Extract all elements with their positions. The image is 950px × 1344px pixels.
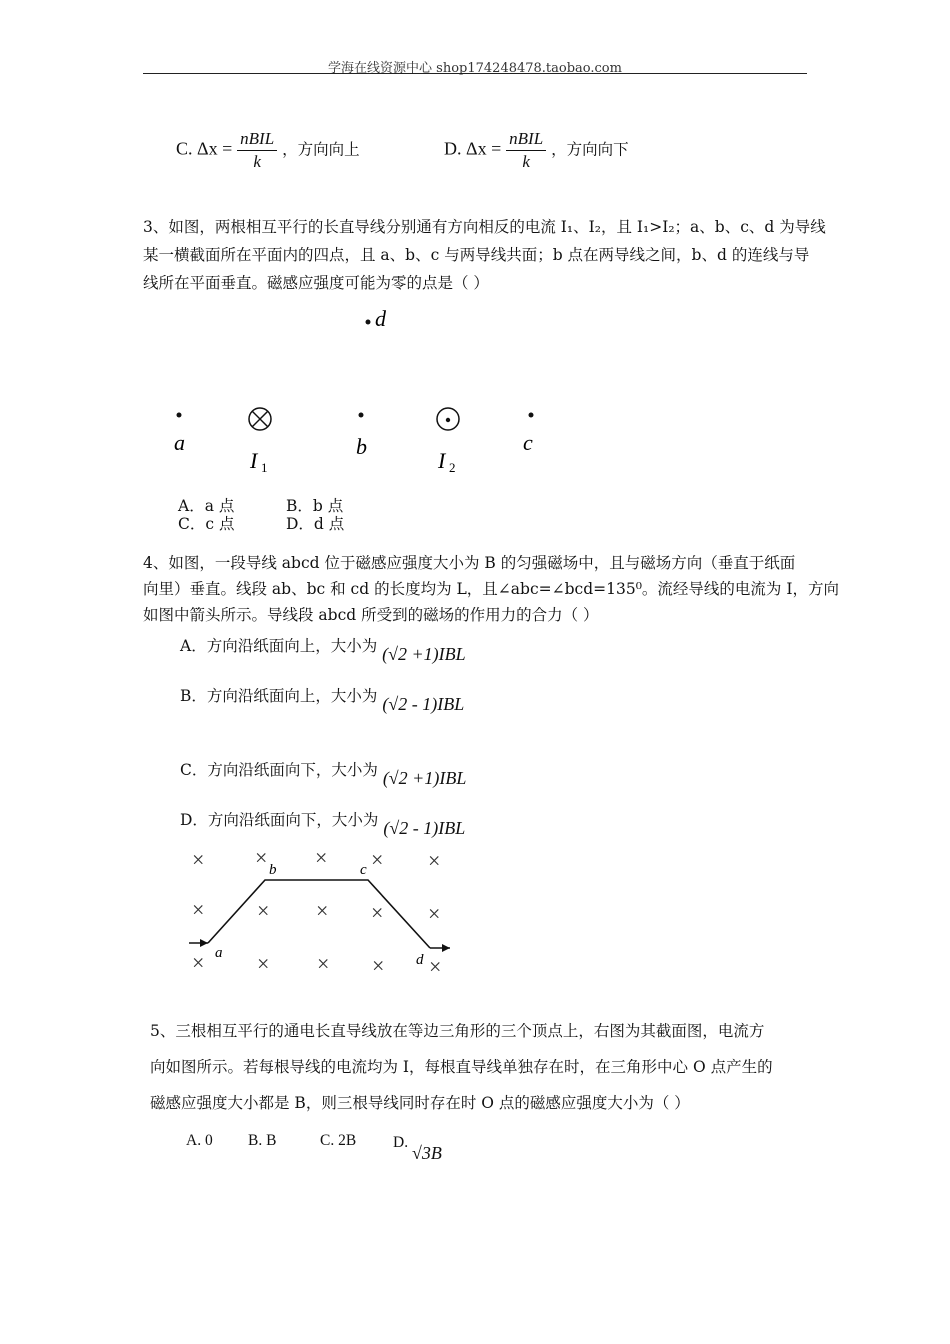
current-i1-subscript: 1	[261, 460, 268, 475]
q5-line2: 向如图所示。若每根导线的电流均为 I，每根直导线单独存在时，在三角形中心 O 点产生的	[150, 1058, 773, 1076]
q4-option-c	[180, 757, 467, 788]
wire-i2-out-of-page-icon	[437, 408, 459, 430]
q2-option-c	[176, 128, 360, 173]
q4-figure	[180, 840, 460, 980]
wire-point-c-label: c	[360, 862, 367, 878]
current-i1-label: I	[250, 448, 258, 473]
wire-point-b-label: b	[269, 862, 277, 878]
point-b-dot	[359, 413, 364, 418]
q5-option-d	[393, 1129, 442, 1163]
current-i2-label: I	[438, 448, 446, 473]
field-cross-icon: ×	[372, 953, 385, 978]
current-out-arrow-icon	[430, 944, 450, 952]
field-cross-icon: ×	[428, 848, 441, 873]
point-d-dot	[366, 320, 371, 325]
point-c-dot	[529, 413, 534, 418]
q4-b-text: B．方向沿纸面向上，大小为	[180, 687, 378, 705]
page-header: 学海在线资源中心 shop174248478.taobao.com	[328, 61, 622, 76]
q2-option-d	[444, 128, 629, 173]
q5-option-c: C. 2B	[320, 1132, 357, 1149]
q3-option-b: B．b 点	[286, 497, 344, 515]
q2-c-tail: ，方向向上	[282, 140, 360, 159]
field-cross-icon: ×	[317, 951, 330, 976]
q5-d-label: D.	[393, 1134, 409, 1151]
wire-i1-into-page-icon	[249, 408, 271, 430]
point-d-label: d	[375, 306, 386, 331]
field-cross-icon: ×	[428, 901, 441, 926]
q2-d-tail: ，方向向下	[551, 140, 629, 159]
header-rule	[143, 73, 807, 74]
q2-c-numerator: nBIL	[237, 128, 277, 151]
wire-point-a-label: a	[215, 945, 223, 961]
q4-line1: 4、如图，一段导线 abcd 位于磁感应强度大小为 B 的匀强磁场中，且与磁场方向（垂直于纸面	[143, 554, 796, 572]
point-a-label: a	[174, 430, 185, 455]
q5-option-a: A. 0	[186, 1132, 213, 1149]
field-cross-icon: ×	[192, 847, 205, 872]
q2-c-fraction	[237, 128, 277, 173]
field-cross-icon: ×	[371, 847, 384, 872]
point-a-dot	[177, 413, 182, 418]
q5-line3: 磁感应强度大小都是 B，则三根导线同时存在时 O 点的磁感应强度大小为（ ）	[150, 1094, 690, 1112]
field-cross-icon: ×	[257, 951, 270, 976]
q4-b-expr: (√2 - 1)IBL	[382, 694, 465, 714]
q4-line3: 如图中箭头所示。导线段 abcd 所受到的磁场的作用力的合力（ ）	[143, 606, 599, 624]
q3-line2: 某一横截面所在平面内的四点，且 a、b、c 与两导线共面；b 点在两导线之间，b、d 的连线与导	[143, 246, 810, 264]
magnetic-field-crosses	[192, 845, 441, 979]
q4-option-b	[180, 683, 465, 714]
q4-a-expr: (√2 +1)IBL	[382, 644, 466, 664]
q2-d-numerator: nBIL	[506, 128, 546, 151]
current-i2-subscript: 2	[449, 460, 456, 475]
q2-c-denominator: k	[253, 152, 261, 171]
q4-option-a	[180, 633, 466, 664]
q2-d-fraction	[506, 128, 546, 173]
q2-d-label: D. Δx =	[444, 138, 502, 159]
q3-figure	[160, 300, 580, 485]
q4-c-expr: (√2 +1)IBL	[382, 768, 467, 788]
point-c-label: c	[523, 430, 533, 455]
field-cross-icon: ×	[192, 897, 205, 922]
q3-option-c: C．c 点	[178, 515, 235, 533]
q3-line1: 3、如图，两根相互平行的长直导线分别通有方向相反的电流 I₁、I₂，且 I₁>I₂；a、b、c、d 为导线	[143, 218, 826, 236]
q2-d-denominator: k	[522, 152, 530, 171]
field-cross-icon: ×	[316, 898, 329, 923]
point-b-label: b	[356, 434, 367, 459]
q4-line2: 向里）垂直。线段 ab、bc 和 cd 的长度均为 L，且∠abc=∠bcd=135⁰。流经导线的电流为 I，方向	[143, 580, 839, 598]
q2-c-label: C. Δx =	[176, 138, 233, 159]
field-cross-icon: ×	[371, 900, 384, 925]
field-cross-icon: ×	[429, 954, 442, 979]
q4-d-expr: (√2 - 1)IBL	[383, 818, 466, 838]
field-cross-icon: ×	[315, 845, 328, 870]
q4-option-d	[180, 807, 466, 838]
current-in-arrow-icon	[189, 939, 208, 947]
q3-line3: 线所在平面垂直。磁感应强度可能为零的点是（ ）	[143, 274, 489, 292]
q4-d-text: D．方向沿纸面向下，大小为	[180, 811, 379, 829]
field-cross-icon: ×	[255, 845, 268, 870]
q4-c-text: C．方向沿纸面向下，大小为	[180, 761, 378, 779]
q3-option-a: A．a 点	[178, 497, 235, 515]
q5-line1: 5、三根相互平行的通电长直导线放在等边三角形的三个顶点上，右图为其截面图，电流方	[150, 1022, 765, 1040]
q5-option-b: B. B	[248, 1132, 277, 1149]
q4-a-text: A．方向沿纸面向上，大小为	[180, 637, 378, 655]
q3-option-d: D．d 点	[286, 515, 345, 533]
wire-point-d-label: d	[416, 952, 424, 968]
field-cross-icon: ×	[257, 898, 270, 923]
q5-d-expr: √3B	[411, 1143, 442, 1163]
field-cross-icon: ×	[192, 950, 205, 975]
